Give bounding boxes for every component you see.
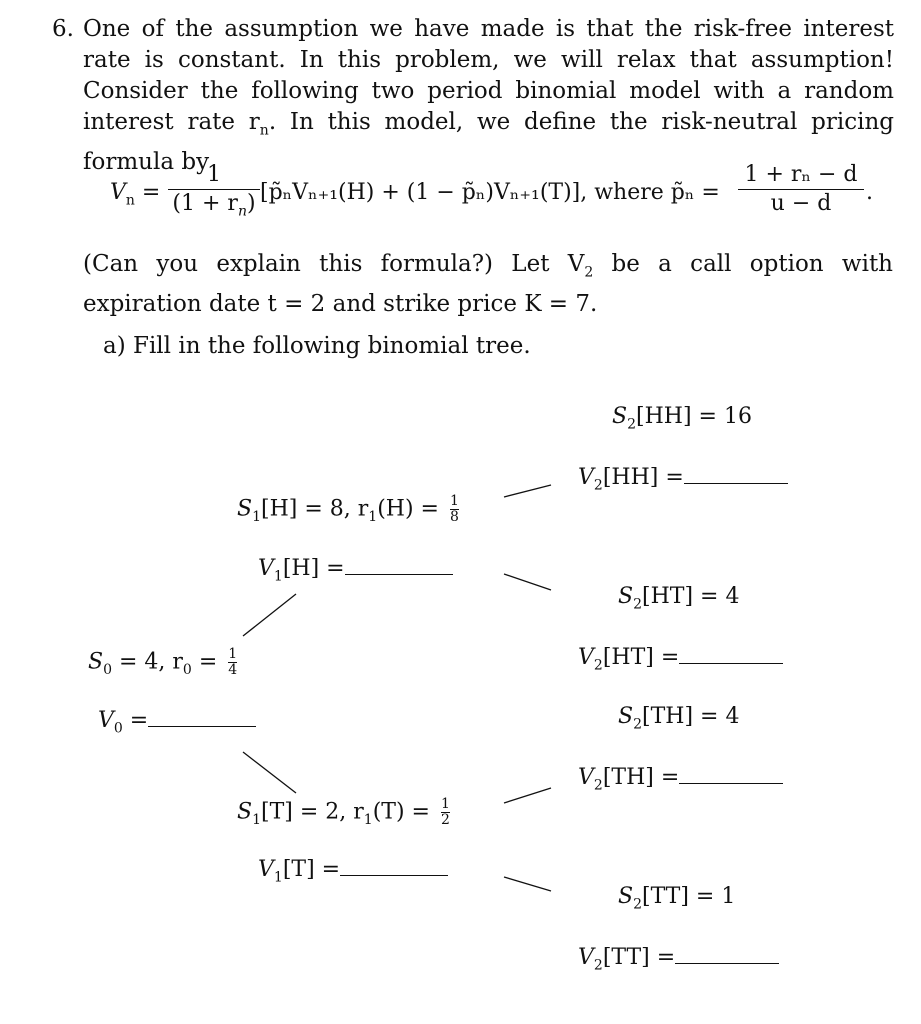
v2th-answer-blank[interactable] <box>679 765 783 784</box>
pricing-formula: $V_n$ = 1 $(1 + r_n)$ [p̃ₙVₙ₊₁(H) + (1 − p̃ₙ)Vₙ₊₁(T)], where p̃ₙ = 1 + rₙ − d u − d . <box>110 163 870 233</box>
v2hh-answer-blank[interactable] <box>684 465 788 484</box>
problem-paragraph-2: (Can you explain this formula?) Let $V_2$ be a call option with expiration date t = 2 and strike price K = 7. <box>83 251 893 317</box>
risk-neutral-fraction: 1 + rₙ − d u − d <box>738 163 864 216</box>
node-v2-th: $V_2[TH]$ = <box>578 765 783 793</box>
node-v2-tt: $V_2[TT]$ = <box>578 945 779 973</box>
edge-H-to-HH <box>504 485 551 497</box>
v1h-answer-blank[interactable] <box>345 556 453 575</box>
node-v2-hh: $V_2[HH]$ = <box>578 465 788 493</box>
part-a-instruction: a) Fill in the following binomial tree. <box>103 333 531 359</box>
edge-0-to-T <box>243 752 296 793</box>
node-s2-hh: $S_2[HH] = 16$ <box>612 404 752 433</box>
node-s1-t: $S_1[T] = 2$, $r_1(T) = \frac{1}{2}$ <box>237 796 450 828</box>
node-v0: $V_0$ = <box>98 708 256 736</box>
node-s1-h: $S_1[H] = 8$, $r_1(H) = \frac{1}{8}$ <box>237 493 459 525</box>
edge-T-to-TH <box>504 788 551 803</box>
edge-0-to-H <box>243 594 296 636</box>
edge-T-to-TT <box>504 877 551 891</box>
node-v2-ht: $V_2[HT]$ = <box>578 645 783 673</box>
node-s2-tt: $S_2[TT] = 1$ <box>618 884 736 913</box>
v0-answer-blank[interactable] <box>148 708 256 727</box>
discount-fraction: 1 $(1 + r_n)$ <box>168 163 260 223</box>
edge-H-to-HT <box>504 574 551 590</box>
v1t-answer-blank[interactable] <box>340 857 448 876</box>
node-v1-h: $V_1[H]$ = <box>258 556 453 584</box>
formula-body: [p̃ₙVₙ₊₁(H) + (1 − p̃ₙ)Vₙ₊₁(T)], where p̃ₙ = <box>260 180 720 205</box>
v2tt-answer-blank[interactable] <box>675 945 779 964</box>
node-s0: $S_0 = 4$, $r_0 = \frac{1}{4}$ <box>88 646 238 678</box>
v2ht-answer-blank[interactable] <box>679 645 783 664</box>
node-s2-ht: $S_2[HT] = 4$ <box>618 584 740 613</box>
node-v1-t: $V_1[T]$ = <box>258 857 448 885</box>
problem-number: 6. <box>52 16 74 42</box>
node-s2-th: $S_2[TH] = 4$ <box>618 704 740 733</box>
problem-intro: One of the assumption we have made is that the risk-free interest rate is constant. In this problem, we will relax that assumption! Consider the following two period binomial model with a random interest rate $r_n$. In this model, we define the risk-neutral pricing formula by <box>83 16 894 175</box>
